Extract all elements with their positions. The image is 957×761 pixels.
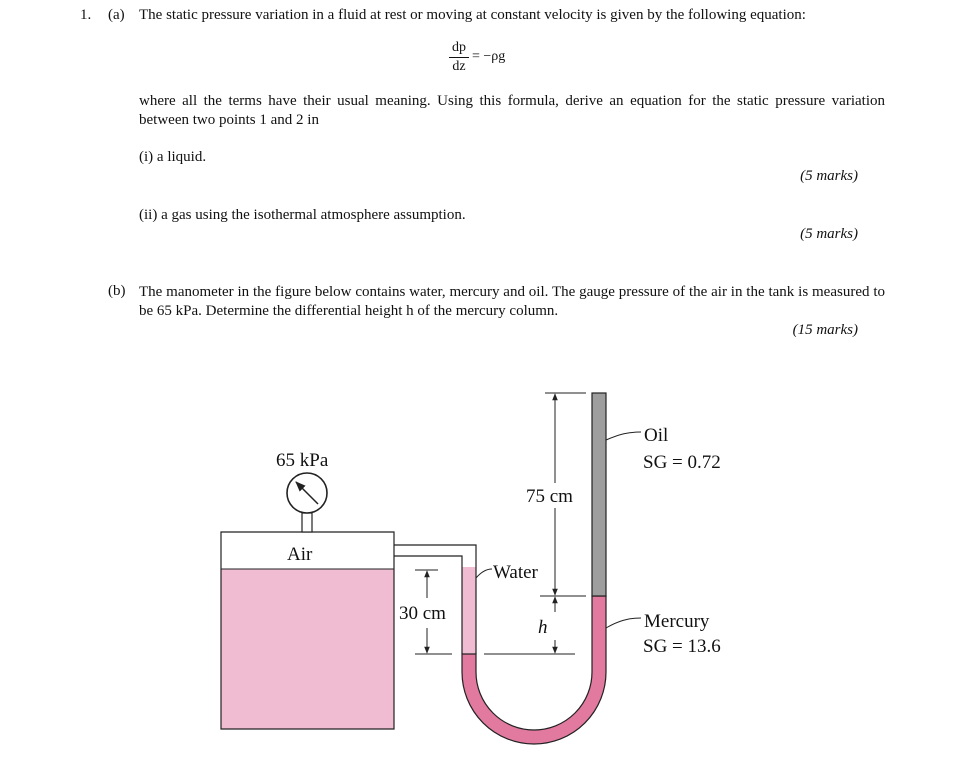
left-leg-water [462, 567, 476, 654]
mercury-leader [606, 618, 641, 628]
item-i-marks: (5 marks) [800, 168, 858, 184]
oil-sg-label: SG = 0.72 [643, 452, 721, 473]
part-b-label: (b) [108, 283, 126, 299]
equation-rhs: = −ρg [472, 49, 506, 64]
mercury-sg-label: SG = 13.6 [643, 636, 721, 657]
part-a-intro: The static pressure variation in a fluid at rest or moving at constant velocity is given by the following equation: [139, 7, 806, 23]
part-a-label: (a) [108, 7, 125, 23]
mercury-label: Mercury [644, 611, 710, 632]
equation-denominator: dz [452, 59, 466, 74]
dim-30-label: 30 cm [399, 603, 446, 624]
part-b-marks: (15 marks) [792, 322, 858, 338]
air-label: Air [287, 544, 313, 565]
tank-water [221, 569, 394, 729]
gauge-stem [302, 513, 312, 532]
equation-numerator: dp [452, 40, 466, 55]
oil-label: Oil [644, 425, 669, 446]
item-ii-marks: (5 marks) [800, 226, 858, 242]
water-label: Water [493, 562, 538, 583]
part-a-body: where all the terms have their usual meaning. Using this formula, derive an equation for the static pressure variation between two points 1 and 2 in [139, 93, 885, 128]
item-ii-text: (ii) a gas using the isothermal atmosphere assumption. [139, 207, 466, 223]
oil-leader [606, 432, 641, 440]
dim-75-label: 75 cm [526, 486, 573, 507]
water-leader [476, 569, 492, 578]
right-leg-oil [592, 393, 606, 596]
part-b-text: The manometer in the figure below contains water, mercury and oil. The gauge pressure of the air in the tank is measured to be 65 kPa. Determine the differential height h of the mercury column. [139, 284, 885, 319]
u-tube-mercury [462, 596, 606, 744]
gauge-label: 65 kPa [276, 450, 329, 471]
connecting-pipe [394, 545, 476, 567]
question-number: 1. [80, 7, 92, 23]
h-label: h [538, 617, 548, 638]
item-i-text: (i) a liquid. [139, 149, 207, 165]
